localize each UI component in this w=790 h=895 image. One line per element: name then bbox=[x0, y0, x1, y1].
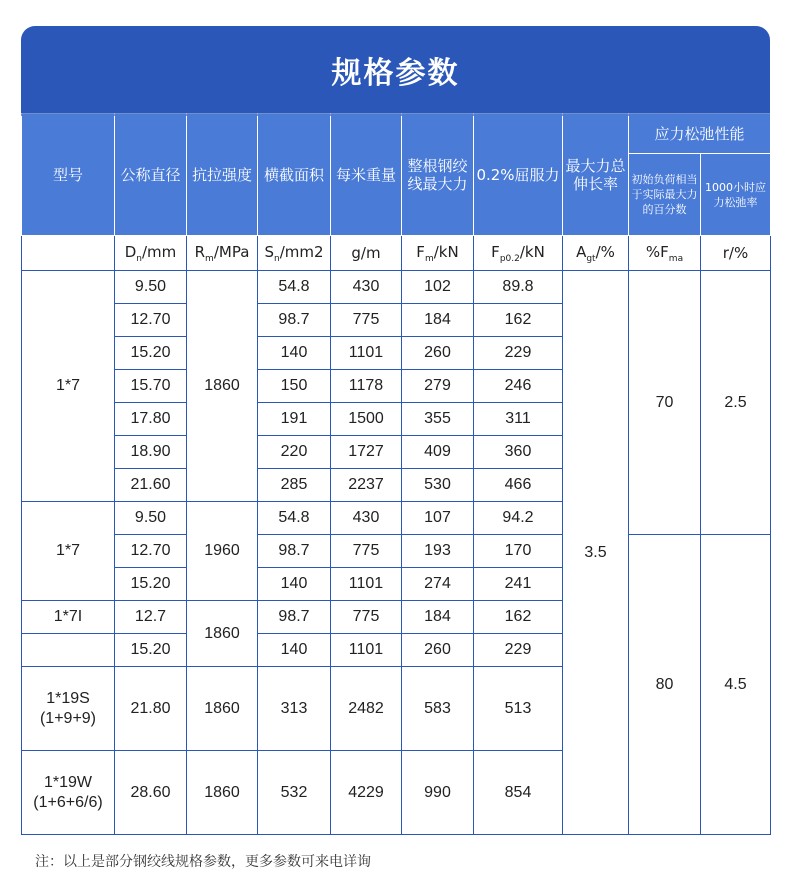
weight-cell: 1500 bbox=[331, 403, 402, 436]
diameter-cell: 21.60 bbox=[115, 469, 187, 502]
area-cell: 285 bbox=[258, 469, 331, 502]
unit-relax-initial bbox=[629, 236, 701, 271]
strength-cell: 1860 bbox=[187, 667, 258, 751]
spec-table bbox=[21, 113, 771, 835]
diameter-cell: 17.80 bbox=[115, 403, 187, 436]
diameter-cell: 15.20 bbox=[115, 337, 187, 370]
unit-symbol: A bbox=[576, 242, 587, 261]
weight-cell: 775 bbox=[331, 304, 402, 337]
header-relax-rate: 1000小时应力松弛率 bbox=[701, 154, 771, 236]
max-force-cell: 184 bbox=[402, 304, 474, 337]
unit-diameter bbox=[115, 236, 187, 271]
type-sub-label: (1+9+9) bbox=[39, 709, 97, 727]
yield-cell: 466 bbox=[474, 469, 563, 502]
area-cell: 191 bbox=[258, 403, 331, 436]
strength-cell: 1960 bbox=[187, 502, 258, 601]
weight-cell: 2482 bbox=[331, 667, 402, 751]
header-area: 横截面积 bbox=[258, 114, 331, 236]
header-yield: 0.2%屈服力 bbox=[474, 114, 563, 236]
max-force-cell: 184 bbox=[402, 601, 474, 634]
max-force-cell: 102 bbox=[402, 271, 474, 304]
max-force-cell: 990 bbox=[402, 751, 474, 835]
max-force-cell: 279 bbox=[402, 370, 474, 403]
weight-cell: 775 bbox=[331, 601, 402, 634]
unit-subscript: gt bbox=[586, 253, 596, 264]
type-label: 1*19S bbox=[46, 689, 90, 707]
area-cell: 150 bbox=[258, 370, 331, 403]
diameter-cell: 9.50 bbox=[115, 271, 187, 304]
type-label: 1*7 bbox=[55, 542, 81, 559]
area-cell: 140 bbox=[258, 634, 331, 667]
unit-subscript: m bbox=[424, 253, 434, 264]
diameter-cell: 9.50 bbox=[115, 502, 187, 535]
unit-max-force bbox=[402, 236, 474, 271]
type-cell-empty bbox=[22, 634, 115, 667]
unit-suffix: /MPa bbox=[213, 242, 250, 261]
unit-type bbox=[22, 236, 115, 271]
max-force-cell: 193 bbox=[402, 535, 474, 568]
type-cell bbox=[22, 667, 115, 751]
type-label: 1*7 bbox=[55, 377, 81, 394]
type-cell: 1*7I bbox=[22, 601, 115, 634]
unit-symbol: F bbox=[491, 242, 500, 261]
max-force-cell: 530 bbox=[402, 469, 474, 502]
weight-cell: 1727 bbox=[331, 436, 402, 469]
unit-area bbox=[258, 236, 331, 271]
weight-cell: 1101 bbox=[331, 568, 402, 601]
relax-initial-cell: 70 bbox=[629, 271, 701, 535]
yield-cell: 241 bbox=[474, 568, 563, 601]
unit-weight: g/m bbox=[331, 236, 402, 271]
type-sub-label: (1+6+6/6) bbox=[33, 793, 103, 811]
header-elongation: 最大力总伸长率 bbox=[563, 114, 629, 236]
unit-subscript: n bbox=[273, 253, 280, 264]
weight-cell: 430 bbox=[331, 271, 402, 304]
header-max-force: 整根钢绞线最大力 bbox=[402, 114, 474, 236]
weight-cell: 775 bbox=[331, 535, 402, 568]
area-cell: 140 bbox=[258, 568, 331, 601]
yield-cell: 162 bbox=[474, 601, 563, 634]
yield-cell: 170 bbox=[474, 535, 563, 568]
diameter-cell: 12.7 bbox=[115, 601, 187, 634]
weight-cell: 4229 bbox=[331, 751, 402, 835]
unit-yield bbox=[474, 236, 563, 271]
max-force-cell: 260 bbox=[402, 634, 474, 667]
yield-cell: 246 bbox=[474, 370, 563, 403]
header-weight: 每米重量 bbox=[331, 114, 402, 236]
relax-rate-cell: 2.5 bbox=[701, 271, 771, 535]
max-force-cell: 409 bbox=[402, 436, 474, 469]
yield-cell: 513 bbox=[474, 667, 563, 751]
yield-cell: 229 bbox=[474, 337, 563, 370]
unit-symbol: F bbox=[416, 242, 425, 261]
diameter-cell: 28.60 bbox=[115, 751, 187, 835]
yield-cell: 94.2 bbox=[474, 502, 563, 535]
units-row bbox=[22, 236, 771, 271]
unit-subscript: m bbox=[205, 253, 214, 264]
elongation-cell: 3.5 bbox=[563, 271, 629, 835]
weight-cell: 1101 bbox=[331, 634, 402, 667]
relax-rate-cell: 4.5 bbox=[701, 535, 771, 835]
unit-elongation bbox=[563, 236, 629, 271]
unit-suffix: /kN bbox=[519, 242, 545, 261]
unit-suffix: /mm bbox=[142, 242, 177, 261]
yield-cell: 311 bbox=[474, 403, 563, 436]
spec-table-body bbox=[22, 236, 771, 835]
unit-subscript: p0.2 bbox=[499, 253, 520, 264]
unit-suffix: /mm2 bbox=[279, 242, 324, 261]
weight-cell: 1101 bbox=[331, 337, 402, 370]
area-cell: 98.7 bbox=[258, 304, 331, 337]
area-cell: 532 bbox=[258, 751, 331, 835]
header-tensile: 抗拉强度 bbox=[187, 114, 258, 236]
area-cell: 98.7 bbox=[258, 535, 331, 568]
max-force-cell: 355 bbox=[402, 403, 474, 436]
unit-symbol: %F bbox=[645, 242, 669, 261]
unit-symbol: S bbox=[264, 242, 274, 261]
page-title: 规格参数 bbox=[331, 56, 460, 91]
diameter-cell: 21.80 bbox=[115, 667, 187, 751]
table-row bbox=[22, 535, 771, 568]
weight-cell: 1178 bbox=[331, 370, 402, 403]
area-cell: 313 bbox=[258, 667, 331, 751]
area-cell: 220 bbox=[258, 436, 331, 469]
strength-cell: 1860 bbox=[187, 601, 258, 667]
area-cell: 98.7 bbox=[258, 601, 331, 634]
relax-initial-cell: 80 bbox=[629, 535, 701, 835]
title-banner bbox=[21, 26, 770, 116]
type-cell bbox=[22, 502, 115, 601]
header-diameter: 公称直径 bbox=[115, 114, 187, 236]
weight-cell: 430 bbox=[331, 502, 402, 535]
area-cell: 140 bbox=[258, 337, 331, 370]
diameter-cell: 15.20 bbox=[115, 568, 187, 601]
type-cell bbox=[22, 271, 115, 502]
unit-symbol: R bbox=[194, 242, 206, 261]
header-type: 型号 bbox=[22, 114, 115, 236]
strength-cell: 1860 bbox=[187, 271, 258, 502]
area-cell: 54.8 bbox=[258, 271, 331, 304]
diameter-cell: 12.70 bbox=[115, 304, 187, 337]
header-relax-group: 应力松弛性能 bbox=[629, 114, 771, 154]
unit-suffix: /% bbox=[595, 242, 615, 261]
strength-cell: 1860 bbox=[187, 751, 258, 835]
unit-suffix: /kN bbox=[433, 242, 459, 261]
max-force-cell: 260 bbox=[402, 337, 474, 370]
unit-subscript: ma bbox=[668, 253, 684, 264]
diameter-cell: 15.70 bbox=[115, 370, 187, 403]
yield-cell: 360 bbox=[474, 436, 563, 469]
diameter-cell: 18.90 bbox=[115, 436, 187, 469]
yield-cell: 229 bbox=[474, 634, 563, 667]
unit-subscript: n bbox=[136, 253, 142, 264]
yield-cell: 854 bbox=[474, 751, 563, 835]
yield-cell: 89.8 bbox=[474, 271, 563, 304]
area-cell: 54.8 bbox=[258, 502, 331, 535]
diameter-cell: 12.70 bbox=[115, 535, 187, 568]
unit-relax-rate: r/% bbox=[701, 236, 771, 271]
max-force-cell: 583 bbox=[402, 667, 474, 751]
type-cell bbox=[22, 751, 115, 835]
header-relax-initial: 初始负荷相当于实际最大力的百分数 bbox=[629, 154, 701, 236]
footnote: 注：以上是部分钢绞线规格参数，更多参数可来电详询 bbox=[35, 854, 371, 870]
max-force-cell: 274 bbox=[402, 568, 474, 601]
type-label: 1*19W bbox=[43, 773, 93, 791]
table-row bbox=[22, 271, 771, 304]
diameter-cell: 15.20 bbox=[115, 634, 187, 667]
weight-cell: 2237 bbox=[331, 469, 402, 502]
max-force-cell: 107 bbox=[402, 502, 474, 535]
unit-symbol: D bbox=[124, 242, 137, 261]
unit-tensile bbox=[187, 236, 258, 271]
yield-cell: 162 bbox=[474, 304, 563, 337]
